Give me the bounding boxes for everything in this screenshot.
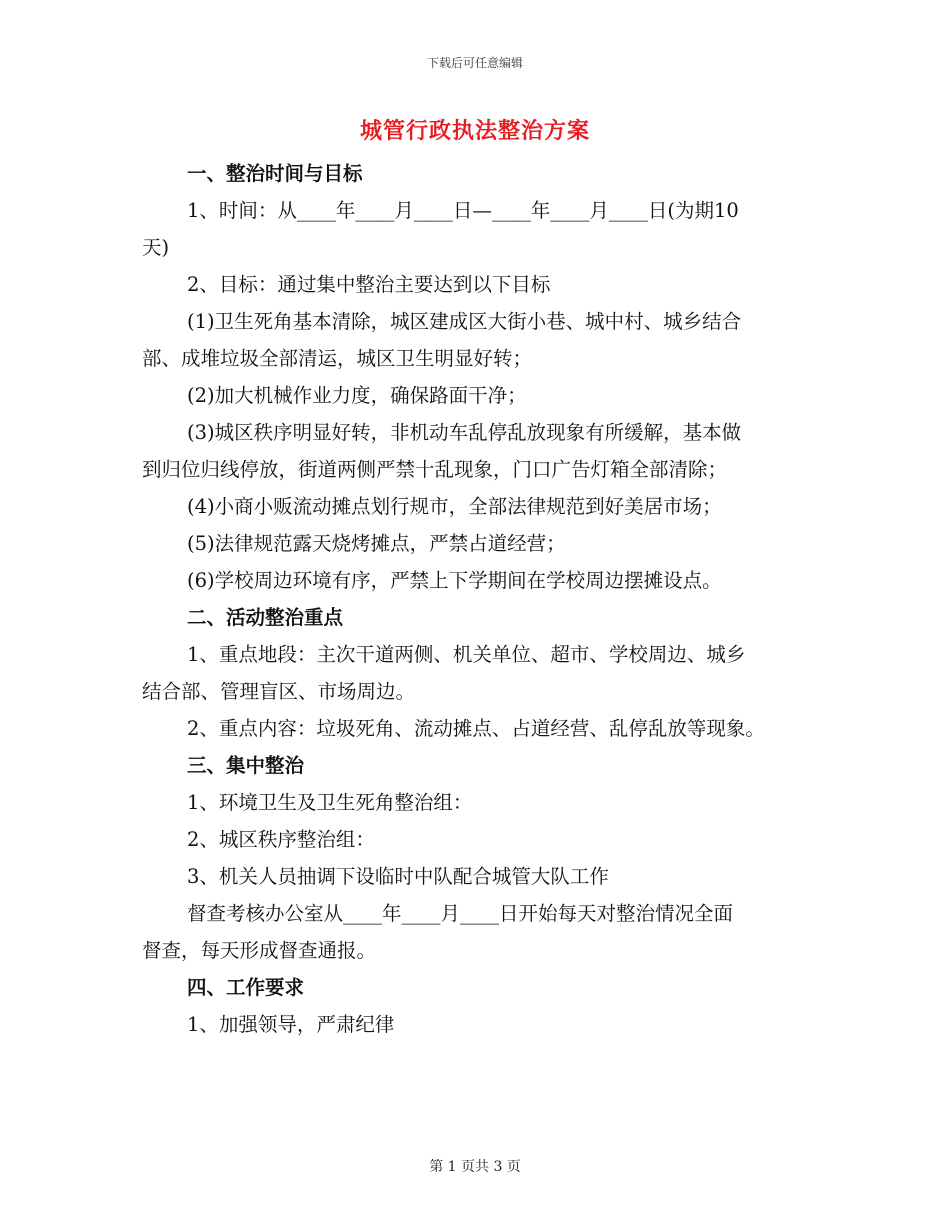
paragraph-line: 督查考核办公室从____年____月____日开始每天对整治情况全面 [187,902,734,925]
paragraph-line: 1、重点地段：主次干道两侧、机关单位、超市、学校周边、城乡 [187,643,746,666]
page-number: 第 1 页共 3 页 [429,1159,521,1175]
header-note: 下载后可任意编辑 [426,56,523,70]
paragraph-line: (3)城区秩序明显好转，非机动车乱停乱放现象有所缓解，基本做 [187,421,742,444]
section-heading: 一、整治时间与目标 [187,162,363,185]
paragraph-line: 3、机关人员抽调下设临时中队配合城管大队工作 [187,865,609,888]
paragraph-line: (1)卫生死角基本清除，城区建成区大街小巷、城中村、城乡结合 [187,310,742,333]
paragraph-line: 1、加强领导，严肃纪律 [187,1013,395,1036]
document-body [142,155,822,1043]
paragraph-line: 天) [142,236,170,259]
paragraph-line: (5)法律规范露天烧烤摊点，严禁占道经营； [187,532,566,555]
paragraph-line: 2、目标：通过集中整治主要达到以下目标 [187,273,551,296]
paragraph-line: 到归位归线停放，街道两侧严禁十乱现象，门口广告灯箱全部清除； [142,458,728,481]
paragraph-line: 部、成堆垃圾全部清运，城区卫生明显好转； [142,347,533,370]
paragraph-line: 督查，每天形成督查通报。 [142,939,377,962]
section-heading: 二、活动整治重点 [187,606,344,629]
paragraph-line: 结合部、管理盲区、市场周边。 [142,680,416,703]
document-title: 城管行政执法整治方案 [359,118,590,144]
paragraph-line: 1、环境卫生及卫生死角整治组： [187,791,473,814]
section-heading: 三、集中整治 [187,754,305,777]
paragraph-line: 1、时间：从____年____月____日—____年____月____日(为期10 [187,199,739,222]
paragraph-line: 2、重点内容：垃圾死角、流动摊点、占道经营、乱停乱放等现象。 [187,717,765,740]
paragraph-line: (6)学校周边环境有序，严禁上下学期间在学校周边摆摊设点。 [187,569,722,592]
paragraph-line: (2)加大机械作业力度，确保路面干净； [187,384,527,407]
paragraph-line: 2、城区秩序整治组： [187,828,375,851]
section-heading: 四、工作要求 [187,976,305,999]
paragraph-line: (4)小商小贩流动摊点划行规市，全部法律规范到好美居市场； [187,495,722,518]
